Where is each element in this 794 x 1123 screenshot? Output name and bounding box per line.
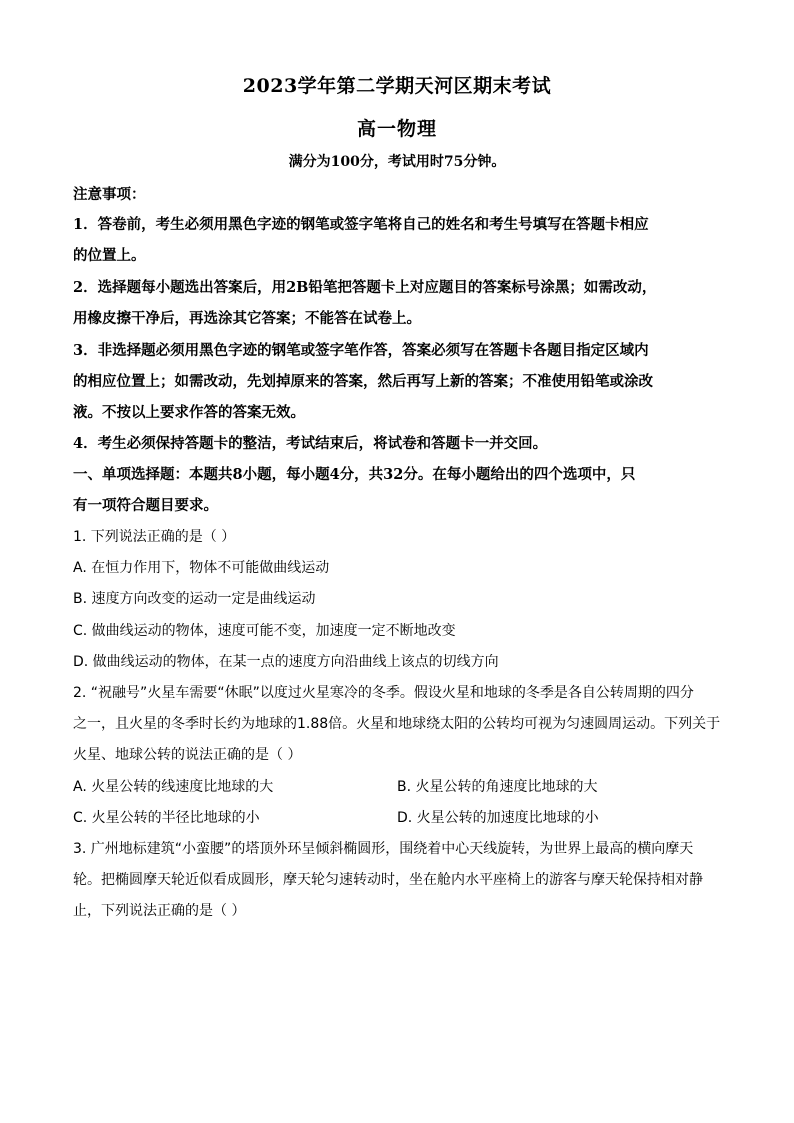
- question-3-stem: 轮。把椭圆摩天轮近似看成圆形，摩天轮匀速转动时，坐在舱内水平座椅上的游客与摩天轮保持相对静: [73, 872, 703, 888]
- question-1-option-b: B. 速度方向改变的运动一定是曲线运动: [73, 591, 316, 607]
- notice-line: 1．答卷前，考生必须用黑色字迹的钢笔或签字笔将自己的姓名和考生号填写在答题卡相应: [73, 216, 649, 233]
- notice-line: 液。不按以上要求作答的答案无效。: [73, 404, 305, 421]
- notice-heading: 注意事项：: [73, 186, 146, 203]
- question-2-stem: 2. “祝融号”火星车需要“休眠”以度过火星寒冷的冬季。假设火星和地球的冬季是各自公转周期的四分: [73, 685, 694, 701]
- question-2-option-a: A. 火星公转的线速度比地球的大: [73, 779, 274, 795]
- section-heading: 一、单项选择题：本题共8小题，每小题4分，共32分。在每小题给出的四个选项中，只: [73, 466, 636, 483]
- section-heading: 有一项符合题目要求。: [73, 497, 218, 514]
- exam-title: 2023学年第二学期天河区期末考试: [242, 75, 552, 97]
- notice-line: 2．选择题每小题选出答案后，用2B铅笔把答题卡上对应题目的答案标号涂黑；如需改动，: [73, 279, 657, 296]
- notice-line: 3．非选择题必须用黑色字迹的钢笔或签字笔作答，答案必须写在答题卡各题目指定区域内: [73, 342, 649, 359]
- question-3-stem: 3. 广州地标建筑“小蛮腰”的塔顶外环呈倾斜椭圆形，围绕着中心天线旋转，为世界上最高的横向摩天: [73, 841, 694, 857]
- question-3-stem: 止，下列说法正确的是（ ）: [73, 903, 246, 919]
- exam-info: 满分为100分，考试用时75分钟。: [288, 154, 506, 170]
- notice-line: 用橡皮擦干净后，再选涂其它答案；不能答在试卷上。: [73, 310, 421, 327]
- question-2-option-c: C. 火星公转的半径比地球的小: [73, 810, 260, 826]
- question-1-option-a: A. 在恒力作用下，物体不可能做曲线运动: [73, 560, 330, 576]
- question-1-stem: 1. 下列说法正确的是（ ）: [73, 529, 236, 545]
- question-2-option-d: D. 火星公转的加速度比地球的小: [397, 810, 599, 826]
- question-2-stem: 之一，且火星的冬季时长约为地球的1.88倍。火星和地球绕太阳的公转均可视为匀速圆周运动。下列关于: [73, 716, 721, 732]
- notice-line: 4．考生必须保持答题卡的整洁，考试结束后，将试卷和答题卡一并交回。: [73, 435, 548, 452]
- question-1-option-d: D. 做曲线运动的物体，在某一点的速度方向沿曲线上该点的切线方向: [73, 654, 499, 670]
- question-1-option-c: C. 做曲线运动的物体，速度可能不变，加速度一定不断地改变: [73, 623, 456, 639]
- notice-line: 的位置上。: [73, 247, 146, 264]
- question-2-option-b: B. 火星公转的角速度比地球的大: [397, 779, 598, 795]
- question-2-stem: 火星、地球公转的说法正确的是（ ）: [73, 747, 302, 763]
- notice-line: 的相应位置上；如需改动，先划掉原来的答案，然后再写上新的答案；不准使用铅笔或涂改: [73, 373, 653, 390]
- subject-title: 高一物理: [356, 118, 437, 140]
